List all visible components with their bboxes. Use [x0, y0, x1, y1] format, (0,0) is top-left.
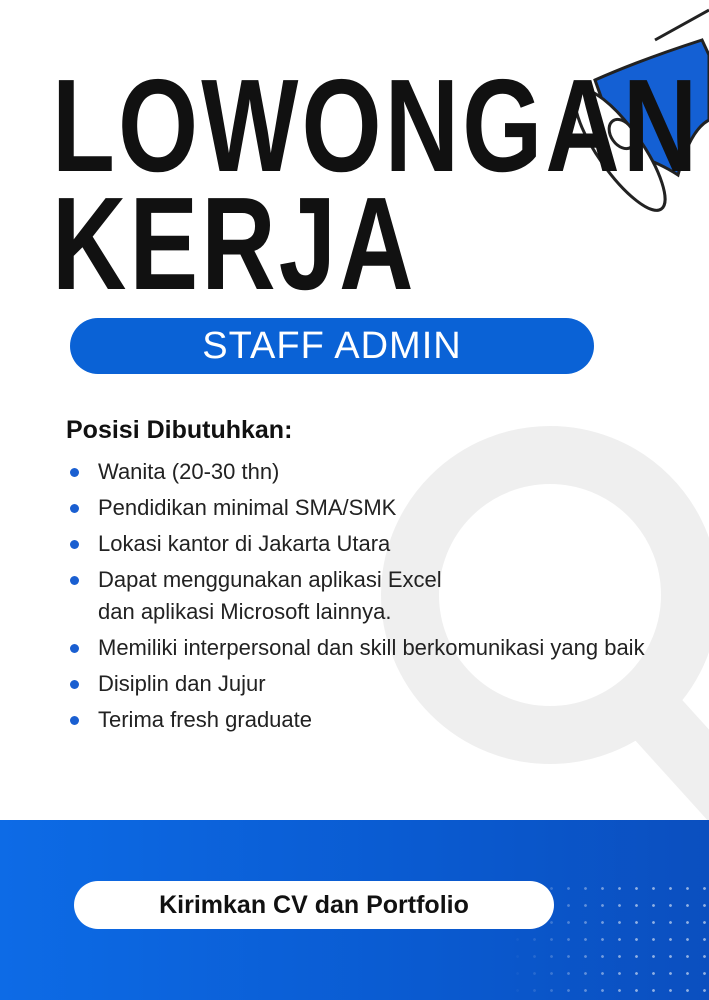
bullet-icon	[70, 504, 79, 513]
list-item: Disiplin dan Jujur	[66, 668, 686, 700]
bullet-icon	[70, 680, 79, 689]
list-item: Dapat menggunakan aplikasi Excel dan aplikasi Microsoft lainnya.	[66, 564, 458, 628]
list-item: Pendidikan minimal SMA/SMK	[66, 492, 686, 524]
list-item: Terima fresh graduate	[66, 704, 686, 736]
send-cv-button[interactable]: Kirimkan CV dan Portfolio	[74, 881, 554, 929]
list-item: Wanita (20-30 thn)	[66, 456, 686, 488]
requirements-list	[66, 456, 686, 740]
list-item: Memiliki interpersonal dan skill berkomunikasi yang baik	[66, 632, 698, 664]
bullet-icon	[70, 576, 79, 585]
headline-line-2: KERJA	[52, 170, 417, 317]
footer-band	[0, 820, 709, 1000]
position-badge: STAFF ADMIN	[70, 318, 594, 374]
list-item: Lokasi kantor di Jakarta Utara	[66, 528, 686, 560]
requirements-title: Posisi Dibutuhkan:	[66, 416, 293, 444]
bullet-icon	[70, 540, 79, 549]
bullet-icon	[70, 468, 79, 477]
headline-line-1: LOWONGAN	[52, 52, 701, 199]
bullet-icon	[70, 716, 79, 725]
bullet-icon	[70, 644, 79, 653]
